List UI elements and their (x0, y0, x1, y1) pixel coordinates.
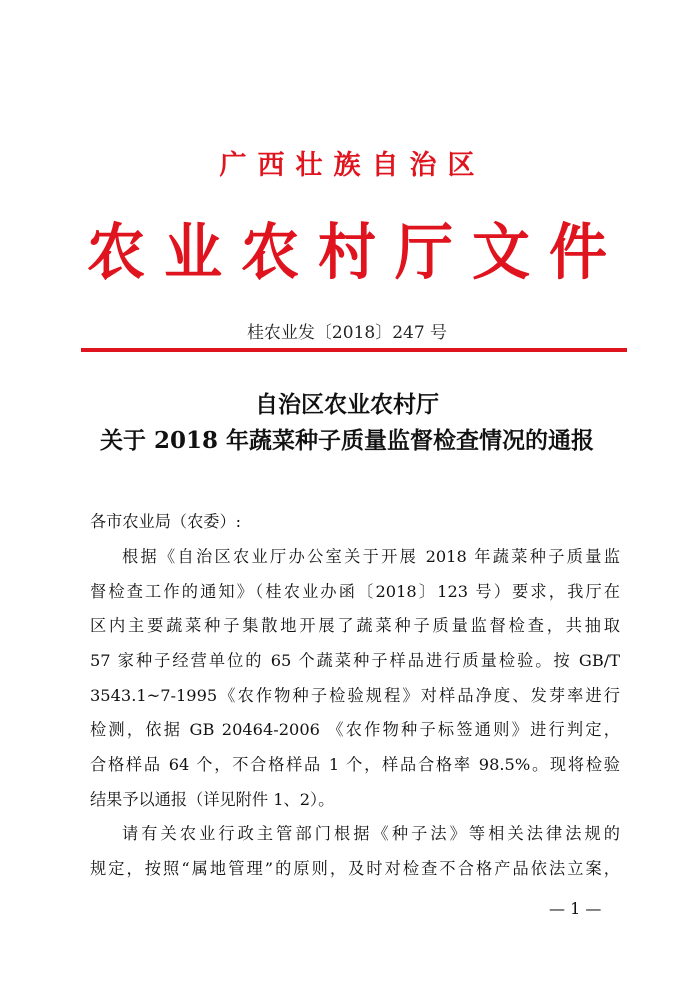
document-number: 桂农业发〔2018〕247 号 (246, 323, 448, 343)
paragraph-2-line: 规定，按照“属地管理”的原则，及时对检查不合格产品依法立案， (90, 858, 620, 878)
paragraph-1-line: 57 家种子经营单位的 65 个蔬菜种子样品进行质量检验。按 GB/T (90, 651, 620, 671)
paragraph-2-line: 请有关农业行政主管部门根据《种子法》等相关法律法规的 (122, 824, 620, 843)
document-type-heading: 农业农村厅文件 (86, 216, 626, 288)
document-title-line-2: 关于 2018 年蔬菜种子质量监督检查情况的通报 (99, 427, 595, 454)
paragraph-1-line: 结果予以通报（详见附件 1、2）。 (90, 789, 335, 809)
paragraph-1-line: 督检查工作的通知》（桂农业办函〔2018〕123 号）要求，我厅在 (90, 581, 620, 601)
issuer-name: 广西壮族自治区 (219, 150, 486, 181)
red-separator-line (81, 348, 627, 352)
paragraph-1 (90, 540, 620, 818)
salutation-text: 各市农业局（农委）: (90, 512, 242, 531)
paragraph-1-line: 3543.1~7-1995《农作物种子检验规程》对样品净度、发芽率进行 (90, 685, 620, 705)
page-number: — 1 — (549, 899, 602, 918)
paragraph-1-line: 根据《自治区农业厅办公室关于开展 2018 年蔬菜种子质量监 (122, 547, 620, 566)
paragraph-1-line: 检测，依据 GB 20464-2006 《农作物种子标签通则》进行判定， (90, 720, 620, 740)
document-title-line-1: 自治区农业农村厅 (255, 391, 439, 418)
paragraph-1-line: 合格样品 64 个，不合格样品 1 个，样品合格率 98.5%。现将检验 (90, 755, 620, 775)
paragraph-2 (90, 817, 620, 886)
salutation (90, 505, 620, 540)
paragraph-1-line: 区内主要蔬菜种子集散地开展了蔬菜种子质量监督检查，共抽取 (90, 616, 620, 636)
